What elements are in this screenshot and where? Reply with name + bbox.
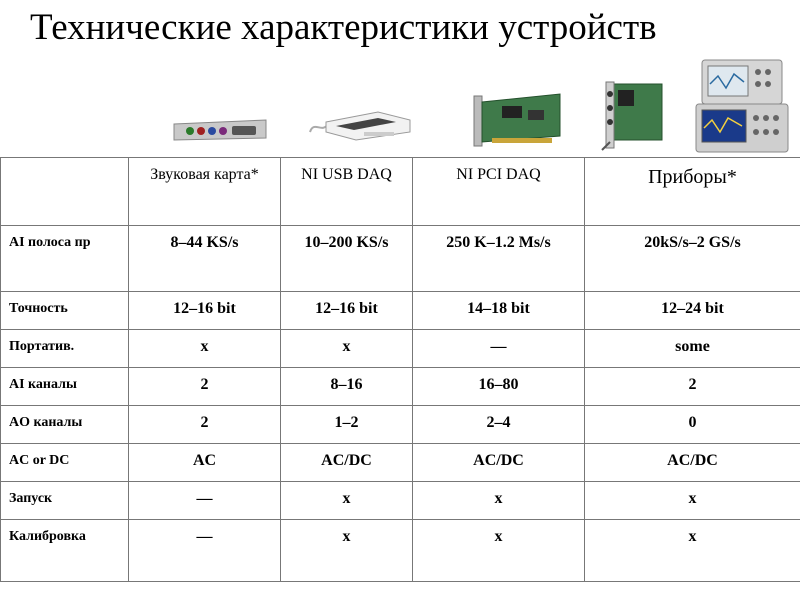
row-label: Калибровка — [1, 520, 129, 582]
table-cell: x — [585, 520, 800, 582]
row-label: Точность — [1, 292, 129, 330]
table-cell: x — [585, 482, 800, 520]
table-cell: x — [413, 520, 585, 582]
ni-pci-daq-image — [472, 92, 564, 148]
table-cell: 10–200 KS/s — [281, 226, 413, 292]
table-cell: 2 — [585, 368, 800, 406]
table-cell: 16–80 — [413, 368, 585, 406]
column-header-sound-card: Звуковая карта* — [129, 158, 281, 226]
table-cell: 14–18 bit — [413, 292, 585, 330]
table-row — [1, 444, 800, 482]
table-cell: AC/DC — [585, 444, 800, 482]
table-cell: AC/DC — [281, 444, 413, 482]
row-label: AI каналы — [1, 368, 129, 406]
row-label: AC or DC — [1, 444, 129, 482]
table-row — [1, 520, 800, 582]
table-row — [1, 226, 800, 292]
table-row — [1, 406, 800, 444]
sound-card-image — [172, 118, 268, 142]
table-row — [1, 482, 800, 520]
ni-usb-daq-image — [308, 110, 412, 142]
table-cell: 2 — [129, 368, 281, 406]
header-empty-cell — [1, 158, 129, 226]
oscilloscope-image — [694, 58, 790, 154]
table-cell: — — [129, 520, 281, 582]
pxi-module-image — [598, 80, 666, 156]
table-cell: some — [585, 330, 800, 368]
table-cell: 12–16 bit — [281, 292, 413, 330]
table-cell: 2 — [129, 406, 281, 444]
table-cell: 250 K–1.2 Ms/s — [413, 226, 585, 292]
table-cell: x — [281, 330, 413, 368]
table-cell: 8–44 KS/s — [129, 226, 281, 292]
table-cell: — — [129, 482, 281, 520]
table-cell: 2–4 — [413, 406, 585, 444]
table-cell: 0 — [585, 406, 800, 444]
table-cell: 8–16 — [281, 368, 413, 406]
table-cell: 20kS/s–2 GS/s — [585, 226, 800, 292]
row-label: AI полоса пр — [1, 226, 129, 292]
table-cell: AC/DC — [413, 444, 585, 482]
table-cell: 1–2 — [281, 406, 413, 444]
specs-table — [0, 157, 800, 582]
table-row — [1, 292, 800, 330]
column-header-ni-usb-daq: NI USB DAQ — [281, 158, 413, 226]
table-cell: 12–16 bit — [129, 292, 281, 330]
page-title: Технические характеристики устройств — [30, 7, 657, 48]
column-header-ni-pci-daq: NI PCI DAQ — [413, 158, 585, 226]
table-cell: AC — [129, 444, 281, 482]
table-cell: x — [281, 520, 413, 582]
table-row — [1, 368, 800, 406]
table-cell: — — [413, 330, 585, 368]
table-cell: x — [413, 482, 585, 520]
row-label: AO каналы — [1, 406, 129, 444]
row-label: Запуск — [1, 482, 129, 520]
table-row — [1, 330, 800, 368]
table-header-row — [1, 158, 800, 226]
table-cell: 12–24 bit — [585, 292, 800, 330]
column-header-instruments: Приборы* — [585, 158, 800, 226]
table-cell: x — [129, 330, 281, 368]
table-cell: x — [281, 482, 413, 520]
row-label: Портатив. — [1, 330, 129, 368]
